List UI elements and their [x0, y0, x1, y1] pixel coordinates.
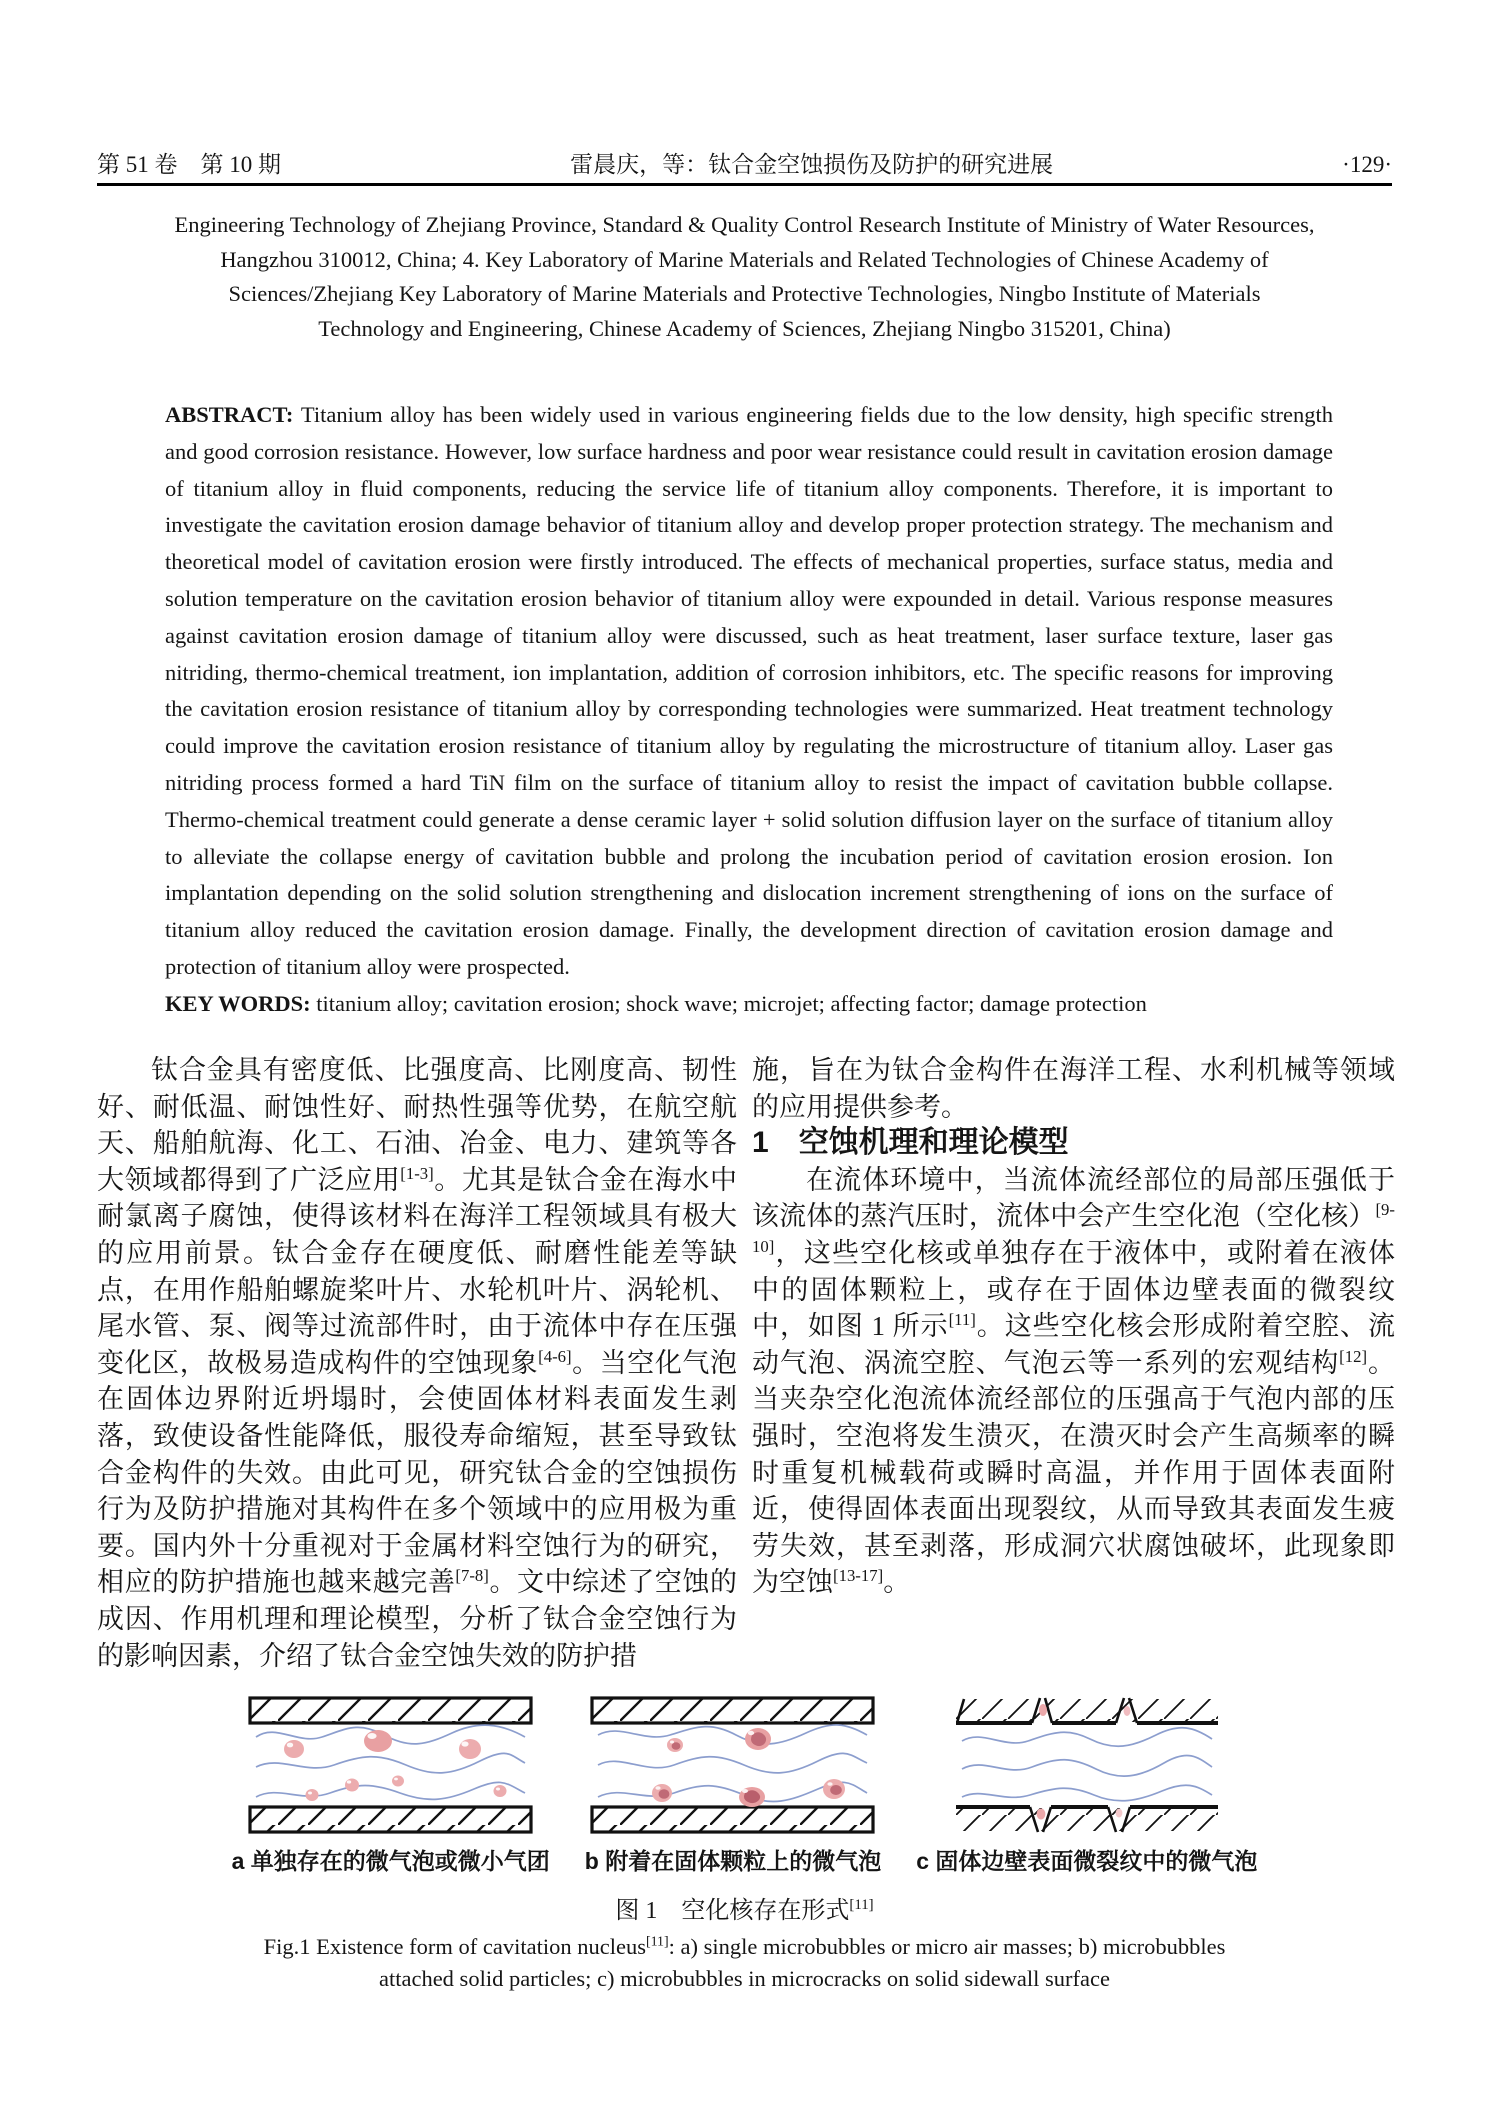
figure-1-caption-english-line1: Fig.1 Existence form of cavitation nucleus[11]: a) single microbubbles or micro air masses; b) microbubbles [263, 1934, 1226, 1959]
figure-panel-b [585, 1695, 881, 1876]
section-1-number: 1 [752, 1126, 769, 1160]
section-1-heading [752, 1125, 1395, 1162]
panel-a-illustration-microbubbles [248, 1695, 533, 1835]
figure-1 [0, 1695, 1489, 1995]
running-header [97, 146, 1392, 179]
panel-b-illustration-bubbles-on-particles [590, 1695, 875, 1835]
figure-1-caption-english [0, 1931, 1489, 1995]
running-title: 雷晨庆，等：钛合金空蚀损伤及防护的研究进展 [570, 152, 1054, 177]
bubble-in-top-crack [1039, 1704, 1047, 1716]
bottom-wall [592, 1807, 873, 1832]
figure-1-caption-chinese: 图 1 空化核存在形式[11] [615, 1897, 874, 1924]
panel-a-caption: a 单独存在的微气泡或微小气团 [231, 1848, 550, 1874]
left-column [97, 1052, 737, 1674]
page-number: ·129· [1342, 152, 1392, 177]
section-1-paragraph: 在流体环境中，当流体流经部位的局部压强低于该流体的蒸汽压时，流体中会产生空化泡（空化核）[9-10]，这些空化核或单独存在于液体中，或附着在液体中的固体颗粒上，或存在于固体边壁表面的微裂纹中，如图 1 所示[11]。这些空化核会形成附着空腔、流动气泡、涡流空腔、气泡云等一系列的宏观结构[12]。当夹杂空化泡流体流经部位的压强高于气泡内部的压强时，空泡将发生溃灭，在溃灭时会产生高频率的瞬时重复机械载荷或瞬时高温，并作用于固体表面附近，使得固体表面出现裂纹，从而导致其表面发生疲劳失效，甚至剥落，形成洞穴状腐蚀破坏，此现象即为空蚀[13-17]。 [752, 1164, 1396, 1598]
affiliation-line: Technology and Engineering, Chinese Academy of Sciences, Zhejiang Ningbo 315201, China) [318, 315, 1171, 341]
keywords-text: KEY WORDS: titanium alloy; cavitation erosion; shock wave; microjet; affecting factor; damage protection [165, 990, 1147, 1016]
figure-1-caption-english-line2: attached solid particles; c) microbubbles in microcracks on solid sidewall surface [378, 1966, 1110, 1991]
panel-c-illustration-bubbles-in-microcracks [956, 1695, 1218, 1835]
figure-panel-a [232, 1695, 550, 1876]
top-wall [592, 1698, 873, 1723]
top-wall [250, 1698, 531, 1723]
affiliation-line: Sciences/Zhejiang Key Laboratory of Marine Materials and Protective Technologies, Ningbo Institute of Materials [228, 281, 1261, 306]
abstract-block [165, 397, 1333, 1023]
intro-paragraph-left: 钛合金具有密度低、比强度高、比刚度高、韧性好、耐低温、耐蚀性好、耐热性强等优势，在航空航天、船舶航海、化工、石油、冶金、电力、建筑等各大领域都得到了广泛应用[1-3]。尤其是钛合金在海水中耐氯离子腐蚀，使得该材料在海洋工程领域具有极大的应用前景。钛合金存在硬度低、耐磨性能差等缺点，在用作船舶螺旋桨叶片、水轮机叶片、涡轮机、尾水管、泵、阀等过流部件时，由于流体中存在压强变化区，故极易造成构件的空蚀现象[4-6]。当空化气泡在固体边界附近坍塌时，会使固体材料表面发生剥落，致使设备性能降低，服役寿命缩短，甚至导致钛合金构件的失效。由此可见，研究钛合金的空蚀损伤行为及防护措施对其构件在多个领域中的应用极为重要。国内外十分重视对于金属材料空蚀行为的研究，相应的防护措施也越来越完善[7-8]。文中综述了空蚀的成因、作用机理和理论模型，分析了钛合金空蚀行为的影响因素，介绍了钛合金空蚀失效的防护措 [97, 1055, 738, 1671]
bottom-wall [250, 1807, 531, 1832]
bubble-in-top-crack [1123, 1706, 1130, 1716]
affiliation-line: Hangzhou 310012, China; 4. Key Laboratory of Marine Materials and Related Technologies of Chinese Academy of [220, 246, 1269, 272]
top-wall-hatching [956, 1699, 1218, 1722]
figure-1-panels [0, 1695, 1489, 1876]
bubble-in-bottom-crack [1036, 1809, 1045, 1820]
bottom-wall-hatching [956, 1808, 1218, 1831]
header-rule [97, 183, 1392, 186]
affiliation-block [110, 208, 1379, 346]
right-column [752, 1052, 1395, 1601]
journal-volume-issue: 第 51 卷 第 10 期 [97, 152, 281, 177]
abstract-text: ABSTRACT: Titanium alloy has been widely used in various engineering fields due to the low density, high specific strength and good corrosion resistance. However, low surface hardness and poor wear resistance could result in cavitation erosion damage of titanium alloy in fluid components, reducing the service life of titanium alloy components. Therefore, it is important to investigate the cavitation erosion damage behavior of titanium alloy and develop proper protection strategy. The mechanism and theoretical model of cavitation erosion were firstly introduced. The effects of mechanical properties, surface status, media and solution temperature on the cavitation erosion behavior of titanium alloy were expounded in detail. Various response measures against cavitation erosion damage of titanium alloy were discussed, such as heat treatment, laser surface texture, laser gas nitriding, thermo-chemical treatment, ion implantation, addition of corrosion inhibitors, etc. The specific reasons for improving the cavitation erosion resistance of titanium alloy by corresponding technologies were summarized. Heat treatment technology could improve the cavitation erosion resistance of titanium alloy by regulating the microstructure of titanium alloy. Laser gas nitriding process formed a hard TiN film on the surface of titanium alloy to resist the impact of cavitation bubble collapse. Thermo-chemical treatment could generate a dense ceramic layer + solid solution diffusion layer on the surface of titanium alloy to alleviate the collapse energy of cavitation bubble and prolong the incubation period of cavitation erosion erosion. Ion implantation depending on the solid solution strengthening and dislocation increment strengthening of ions on the surface of titanium alloy reduced the cavitation erosion damage. Finally, the development direction of cavitation erosion damage and protection of titanium alloy were prospected. [165, 402, 1333, 979]
section-1-title: 空蚀机理和理论模型 [798, 1126, 1069, 1160]
flow-wave-lines [962, 1728, 1212, 1801]
intro-paragraph-continuation: 施，旨在为钛合金构件在海洋工程、水利机械等领域的应用提供参考。 [752, 1055, 1395, 1122]
panel-c-caption: c 固体边壁表面微裂纹中的微气泡 [916, 1848, 1258, 1874]
figure-panel-c [916, 1695, 1257, 1876]
bubble-in-bottom-crack [1115, 1809, 1122, 1818]
panel-b-caption: b 附着在固体颗粒上的微气泡 [584, 1848, 882, 1874]
affiliation-line: Engineering Technology of Zhejiang Province, Standard & Quality Control Research Institute of Ministry of Water Resources, [174, 212, 1315, 237]
